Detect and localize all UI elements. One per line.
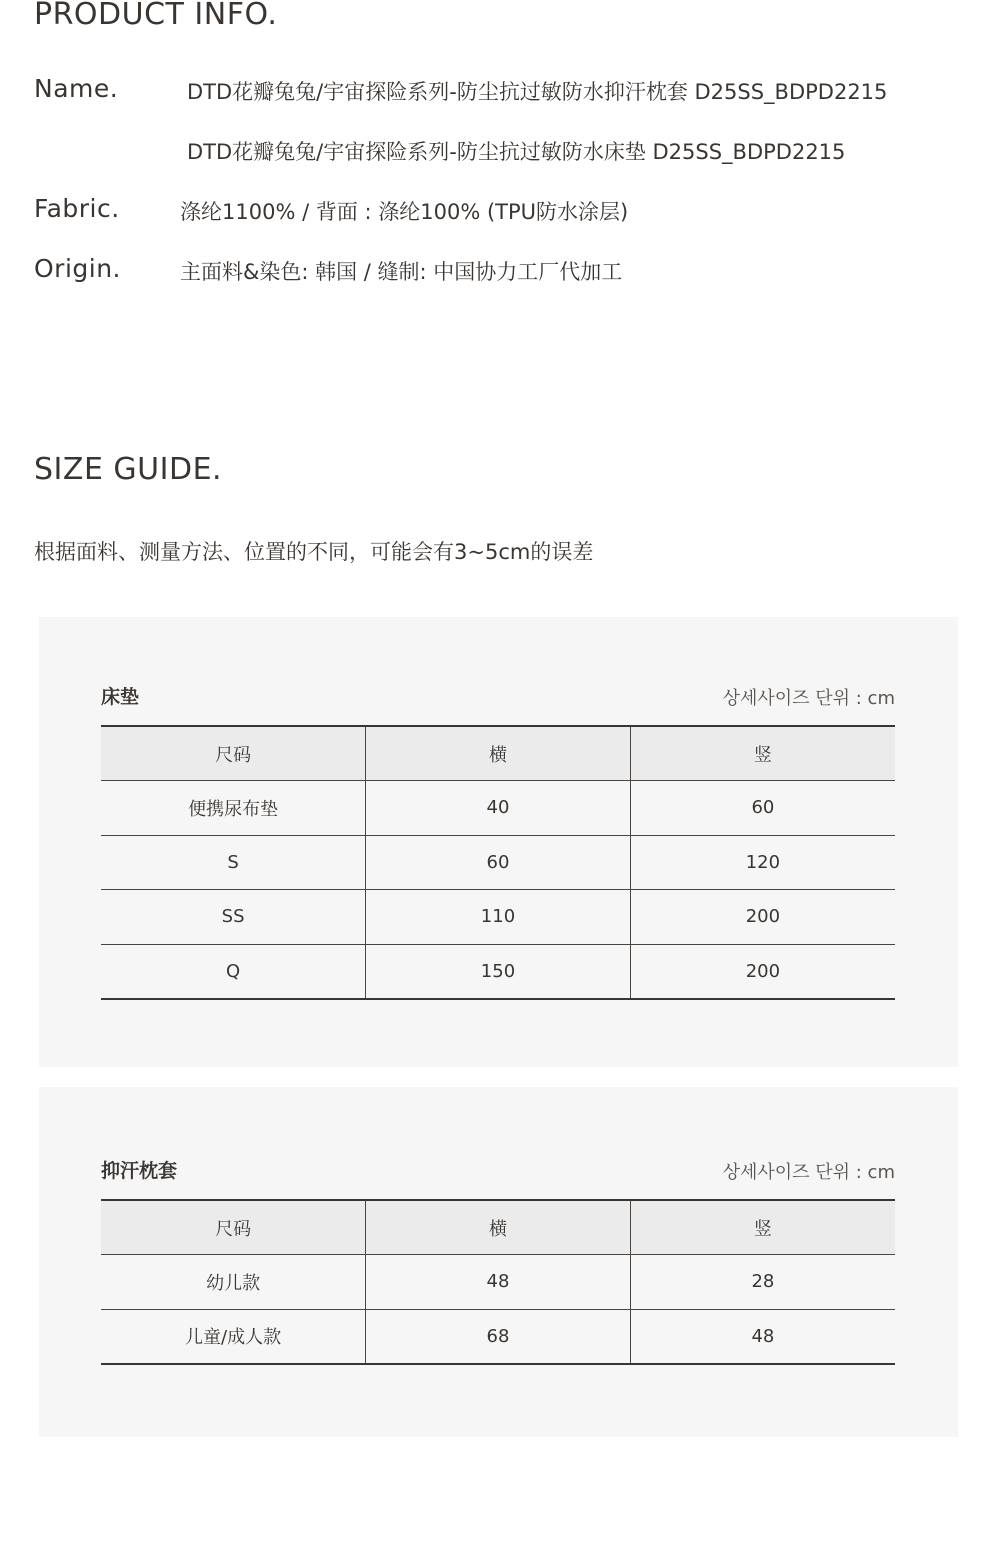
size-guide-heading: SIZE GUIDE. bbox=[34, 452, 223, 487]
header-size: 尺码 bbox=[101, 726, 366, 781]
table-row bbox=[101, 781, 895, 836]
table-row bbox=[101, 944, 895, 999]
header-length: 竖 bbox=[630, 726, 895, 781]
size-panel-mattress bbox=[39, 617, 958, 1067]
header-length: 竖 bbox=[630, 1200, 895, 1255]
size-panel-pillowcase bbox=[39, 1087, 958, 1437]
unit-label: 상세사이즈 단위 : cm bbox=[722, 688, 895, 709]
name-value-line-1: DTD花瓣兔兔/宇宙探险系列-防尘抗过敏防水抑汗枕套 D25SS_BDPD2215 bbox=[187, 80, 888, 104]
origin-label: Origin. bbox=[34, 254, 122, 283]
table-header-row bbox=[101, 1200, 895, 1255]
panel-title: 抑汗枕套 bbox=[101, 1160, 178, 1182]
size-table-mattress bbox=[101, 725, 895, 1000]
name-value-line-2: DTD花瓣兔兔/宇宙探险系列-防尘抗过敏防水床垫 D25SS_BDPD2215 bbox=[187, 140, 846, 164]
name-label: Name. bbox=[34, 74, 119, 103]
size-guide-note: 根据面料、测量方法、位置的不同，可能会有3~5cm的误差 bbox=[34, 540, 594, 564]
cell-size: 幼儿款 bbox=[101, 1255, 366, 1310]
fabric-value: 涤纶1100% / 背面 : 涤纶100% (TPU防水涂层) bbox=[180, 200, 629, 224]
cell-width: 40 bbox=[366, 781, 631, 836]
cell-size: S bbox=[101, 835, 366, 890]
cell-size: 便携尿布垫 bbox=[101, 781, 366, 836]
cell-length: 48 bbox=[630, 1309, 895, 1364]
cell-length: 120 bbox=[630, 835, 895, 890]
table-header-row bbox=[101, 726, 895, 781]
cell-length: 200 bbox=[630, 890, 895, 945]
cell-size: SS bbox=[101, 890, 366, 945]
panel-title: 床垫 bbox=[101, 686, 140, 708]
cell-size: 儿童/成人款 bbox=[101, 1309, 366, 1364]
header-width: 横 bbox=[366, 726, 631, 781]
cell-length: 200 bbox=[630, 944, 895, 999]
cell-size: Q bbox=[101, 944, 366, 999]
size-table-pillowcase bbox=[101, 1199, 895, 1365]
cell-width: 68 bbox=[366, 1309, 631, 1364]
header-size: 尺码 bbox=[101, 1200, 366, 1255]
cell-width: 48 bbox=[366, 1255, 631, 1310]
table-row bbox=[101, 890, 895, 945]
fabric-label: Fabric. bbox=[34, 194, 120, 223]
header-width: 横 bbox=[366, 1200, 631, 1255]
table-row bbox=[101, 1255, 895, 1310]
cell-length: 28 bbox=[630, 1255, 895, 1310]
unit-label: 상세사이즈 단위 : cm bbox=[722, 1162, 895, 1183]
cell-length: 60 bbox=[630, 781, 895, 836]
cell-width: 60 bbox=[366, 835, 631, 890]
table-row bbox=[101, 835, 895, 890]
cell-width: 150 bbox=[366, 944, 631, 999]
origin-value: 主面料&染色: 韩国 / 缝制: 中国协力工厂代加工 bbox=[180, 260, 623, 284]
product-info-heading: PRODUCT INFO. bbox=[34, 0, 278, 32]
cell-width: 110 bbox=[366, 890, 631, 945]
table-row bbox=[101, 1309, 895, 1364]
